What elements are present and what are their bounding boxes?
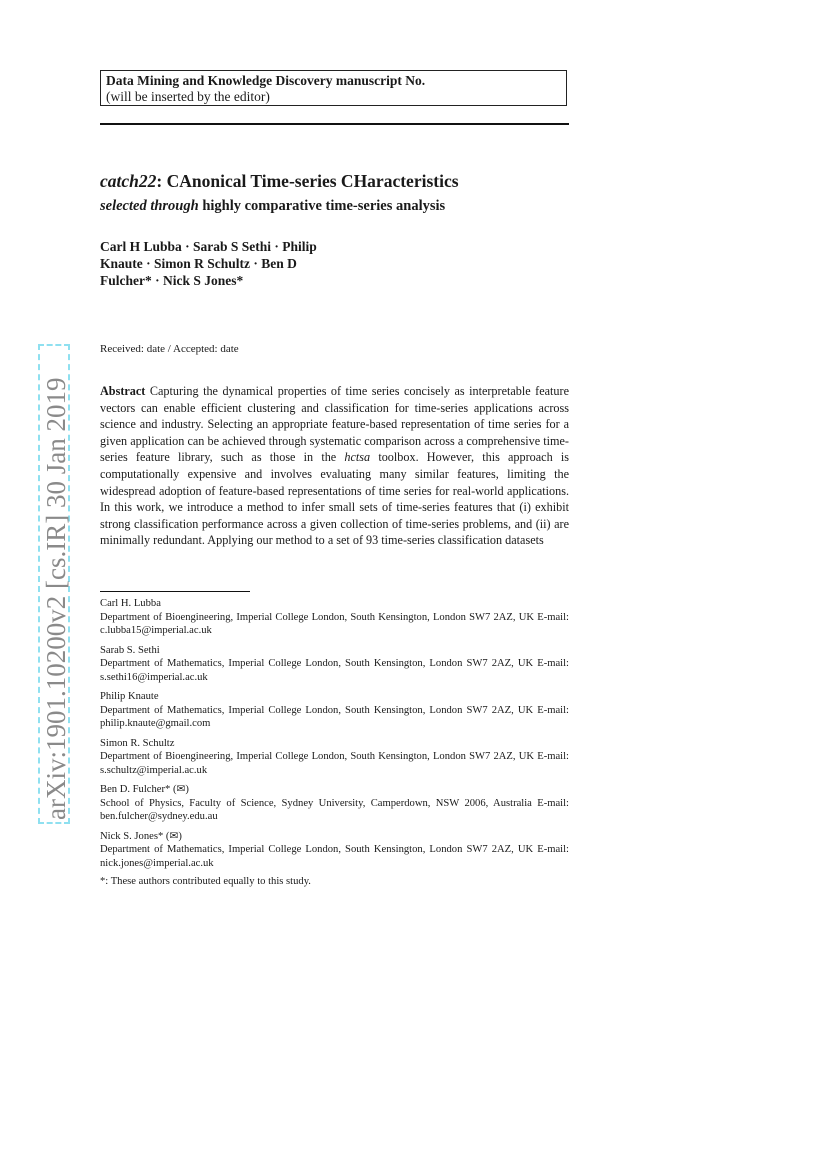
- affiliation-name: Philip Knaute: [100, 691, 159, 702]
- affiliation-item: [100, 830, 569, 871]
- abstract-text-2: toolbox. However, this approach is computationally expensive and involves evaluating many similar features, limiting the widespread adoption of feature-based representations of time series for real-world applications. In this work, we introduce a method to infer small sets of time-series features that (i) exhibit strong classification performance across a given collection of time-series problems, and (ii) are minimally redundant. Applying our method to a set of 93 time-series classification datasets: [100, 450, 569, 548]
- title-italic: catch22: [100, 171, 157, 191]
- abstract: [100, 383, 569, 549]
- affiliation-detail: School of Physics, Faculty of Science, Sydney University, Camperdown, NSW 2006, Australia E-mail: ben.fulcher@sydney.edu.au: [100, 797, 569, 822]
- affiliation-name: Sarab S. Sethi: [100, 644, 160, 656]
- affiliation-detail: Department of Bioengineering, Imperial College London, South Kensington, London SW7 2AZ, UK E-mail: s.schultz@imperial.ac.uk: [100, 751, 569, 776]
- author-line-3: Fulcher* · Nick S Jones*: [100, 273, 244, 288]
- journal-name: Data Mining and Knowledge Discovery manuscript No.: [106, 73, 426, 88]
- affiliation-detail: Department of Mathematics, Imperial College London, South Kensington, London SW7 2AZ, UK E-mail: philip.knaute@gmail.com: [100, 704, 569, 729]
- affiliation-item: [100, 597, 569, 638]
- paper-subtitle: [100, 197, 580, 215]
- affiliation-name: Simon R. Schultz: [100, 737, 175, 749]
- footnote-rule: [100, 591, 250, 592]
- subtitle-rest: highly comparative time-series analysis: [198, 198, 446, 214]
- arxiv-stamp[interactable]: arXiv:1901.10200v2 [cs.IR] 30 Jan 2019: [38, 344, 70, 824]
- hctsa-term: hctsa: [344, 450, 371, 465]
- author-list: [100, 238, 400, 289]
- affiliation-name: Carl H. Lubba: [100, 598, 161, 609]
- subtitle-italic: selected through: [100, 198, 199, 214]
- affiliation-item: [100, 737, 569, 778]
- journal-header-box: [100, 70, 567, 106]
- affiliation-detail: Department of Mathematics, Imperial College London, South Kensington, London SW7 2AZ, UK E-mail: nick.jones@imperial.ac.uk: [100, 844, 569, 869]
- affiliation-item: [100, 690, 569, 731]
- affiliation-detail: Department of Bioengineering, Imperial College London, South Kensington, London SW7 2AZ, UK E-mail: c.lubba15@imperial.ac.uk: [100, 611, 569, 636]
- abstract-text-1: Capturing the dynamical properties of time series concisely as interpretable feature vectors can enable efficient clustering and classification for time-series applications across science and industry. Selecting an appropriate feature-based representation of time series for a given application can be achieved through systematic comparison across a comprehensive time-series feature library, such as those in the: [100, 384, 569, 465]
- equal-contribution-note: *: These authors contributed equally to this study.: [100, 876, 311, 887]
- title-rest: : CAnonical Time-series CHaracteristics: [156, 171, 459, 191]
- paper-title: [100, 171, 580, 191]
- abstract-label: Abstract: [100, 384, 146, 398]
- affiliations: [100, 597, 569, 876]
- header-rule: [100, 123, 569, 125]
- author-line-1: Carl H Lubba · Sarab S Sethi · Philip: [100, 239, 317, 254]
- editor-note: (will be inserted by the editor): [106, 89, 270, 104]
- affiliation-name: Ben D. Fulcher* (✉): [100, 784, 189, 795]
- author-line-2: Knaute · Simon R Schultz · Ben D: [100, 256, 297, 271]
- affiliation-item: [100, 783, 569, 824]
- affiliation-item: [100, 644, 569, 685]
- affiliation-name: Nick S. Jones* (✉): [100, 830, 182, 842]
- received-date: Received: date / Accepted: date: [100, 343, 239, 355]
- affiliation-detail: Department of Mathematics, Imperial College London, South Kensington, London SW7 2AZ, UK E-mail: s.sethi16@imperial.ac.uk: [100, 658, 569, 683]
